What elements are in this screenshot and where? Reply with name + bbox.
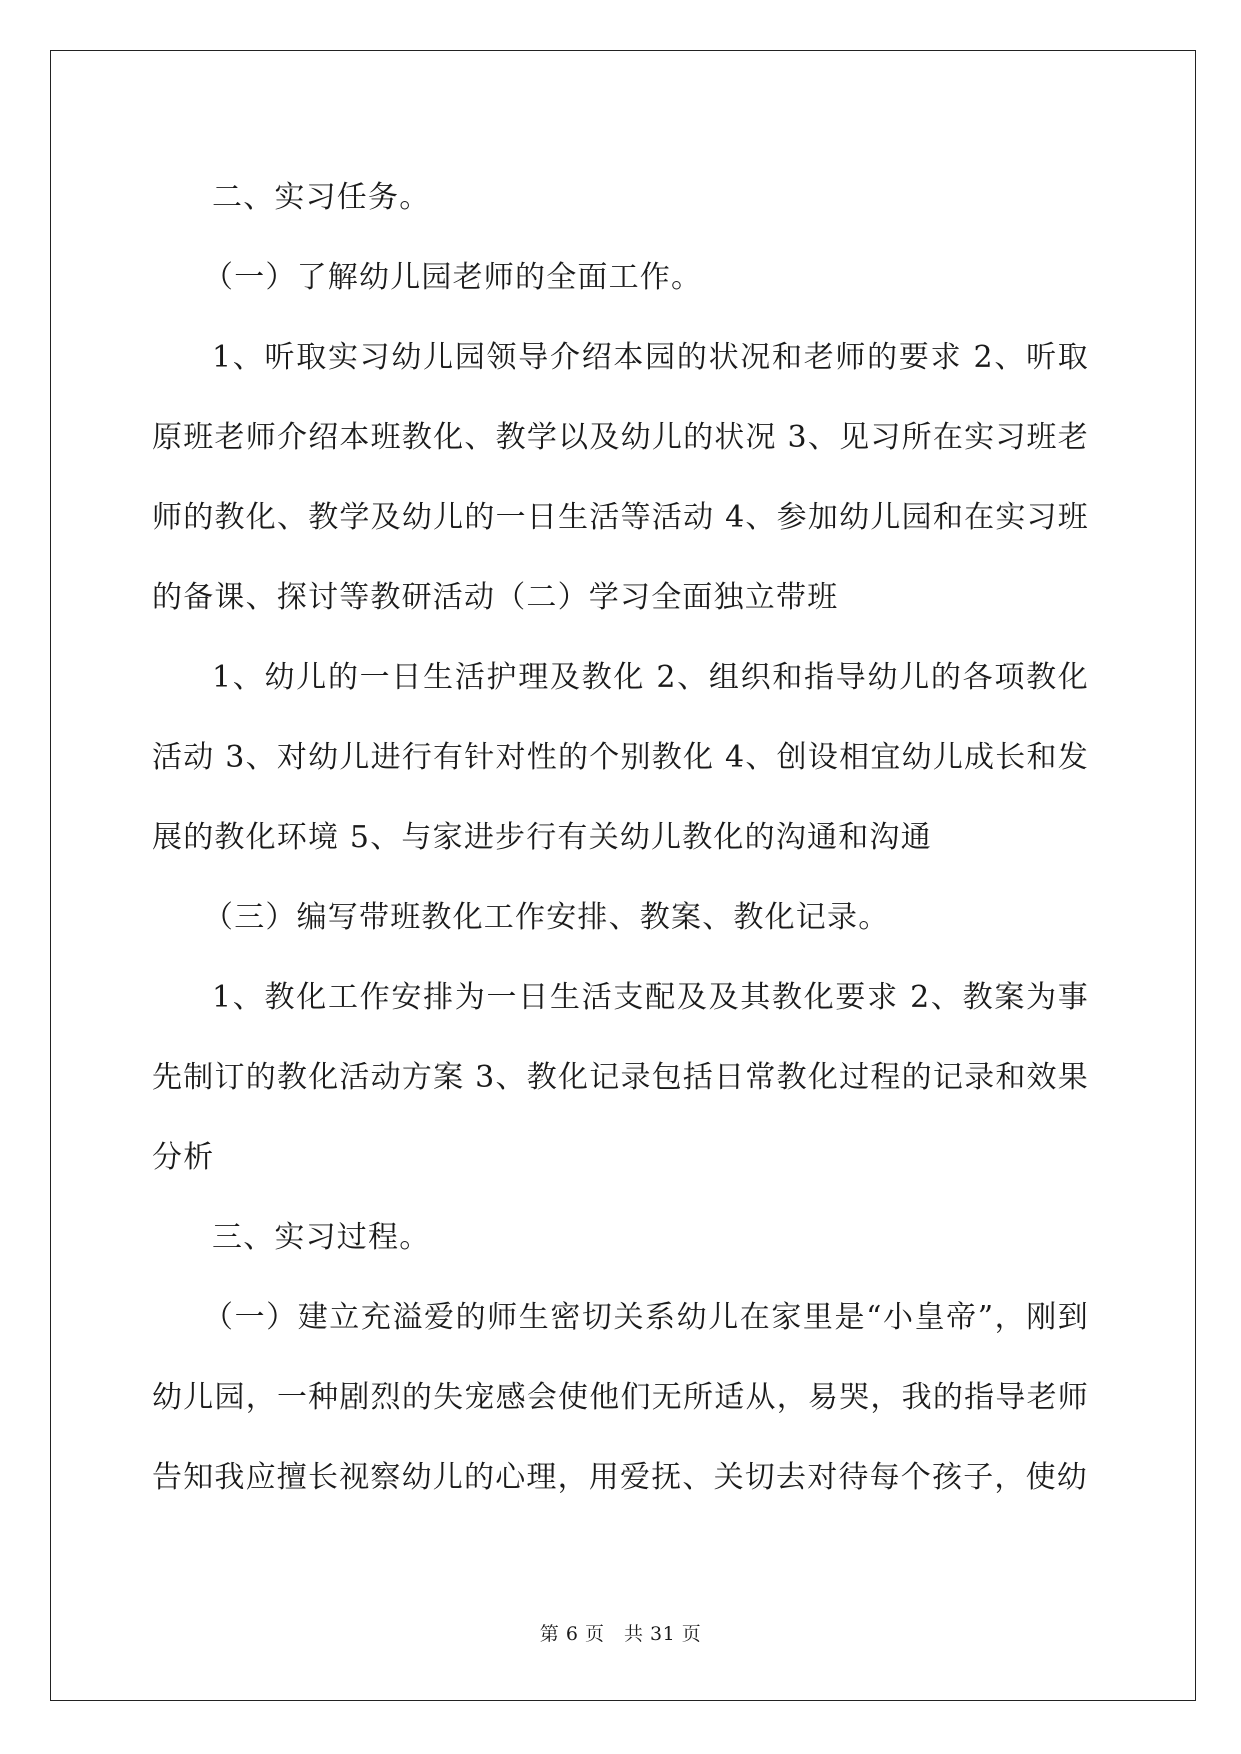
paragraph-lesson-plan-items: 1、教化工作安排为一日生活支配及及其教化要求 2、教案为事先制订的教化活动方案 3、教化记录包括日常教化过程的记录和效果分析	[152, 980, 1089, 1175]
section-heading-tasks: 二、实习任务。	[212, 180, 431, 215]
paragraph-observation-items: 1、听取实习幼儿园领导介绍本园的状况和老师的要求 2、听取原班老师介绍本班教化、教学以及幼儿的状况 3、见习所在实习班老师的教化、教学及幼儿的一日生活等活动 4、参加幼儿园和在实习班的备课、探讨等教研活动（二）学习全面独立带班	[152, 340, 1089, 615]
document-body	[152, 158, 1089, 1518]
subsection-heading-lesson-plans: （三）编写带班教化工作安排、教案、教化记录。	[203, 900, 890, 935]
paragraph-teacher-student-relationship: （一）建立充溢爱的师生密切关系幼儿在家里是“小皇帝”，刚到幼儿园，一种剧烈的失宠感会使他们无所适从，易哭，我的指导老师告知我应擅长视察幼儿的心理，用爱抚、关切去对待每个孩子，使幼	[152, 1300, 1089, 1495]
page-number-footer: 第 6 页 共 31 页	[539, 1623, 702, 1645]
paragraph-independent-class-items: 1、幼儿的一日生活护理及教化 2、组织和指导幼儿的各项教化活动 3、对幼儿进行有针对性的个别教化 4、创设相宜幼儿成长和发展的教化环境 5、与家进步行有关幼儿教化的沟通和沟通	[152, 660, 1089, 855]
section-heading-process: 三、实习过程。	[212, 1220, 431, 1255]
subsection-heading-understand-work: （一）了解幼儿园老师的全面工作。	[203, 260, 703, 295]
